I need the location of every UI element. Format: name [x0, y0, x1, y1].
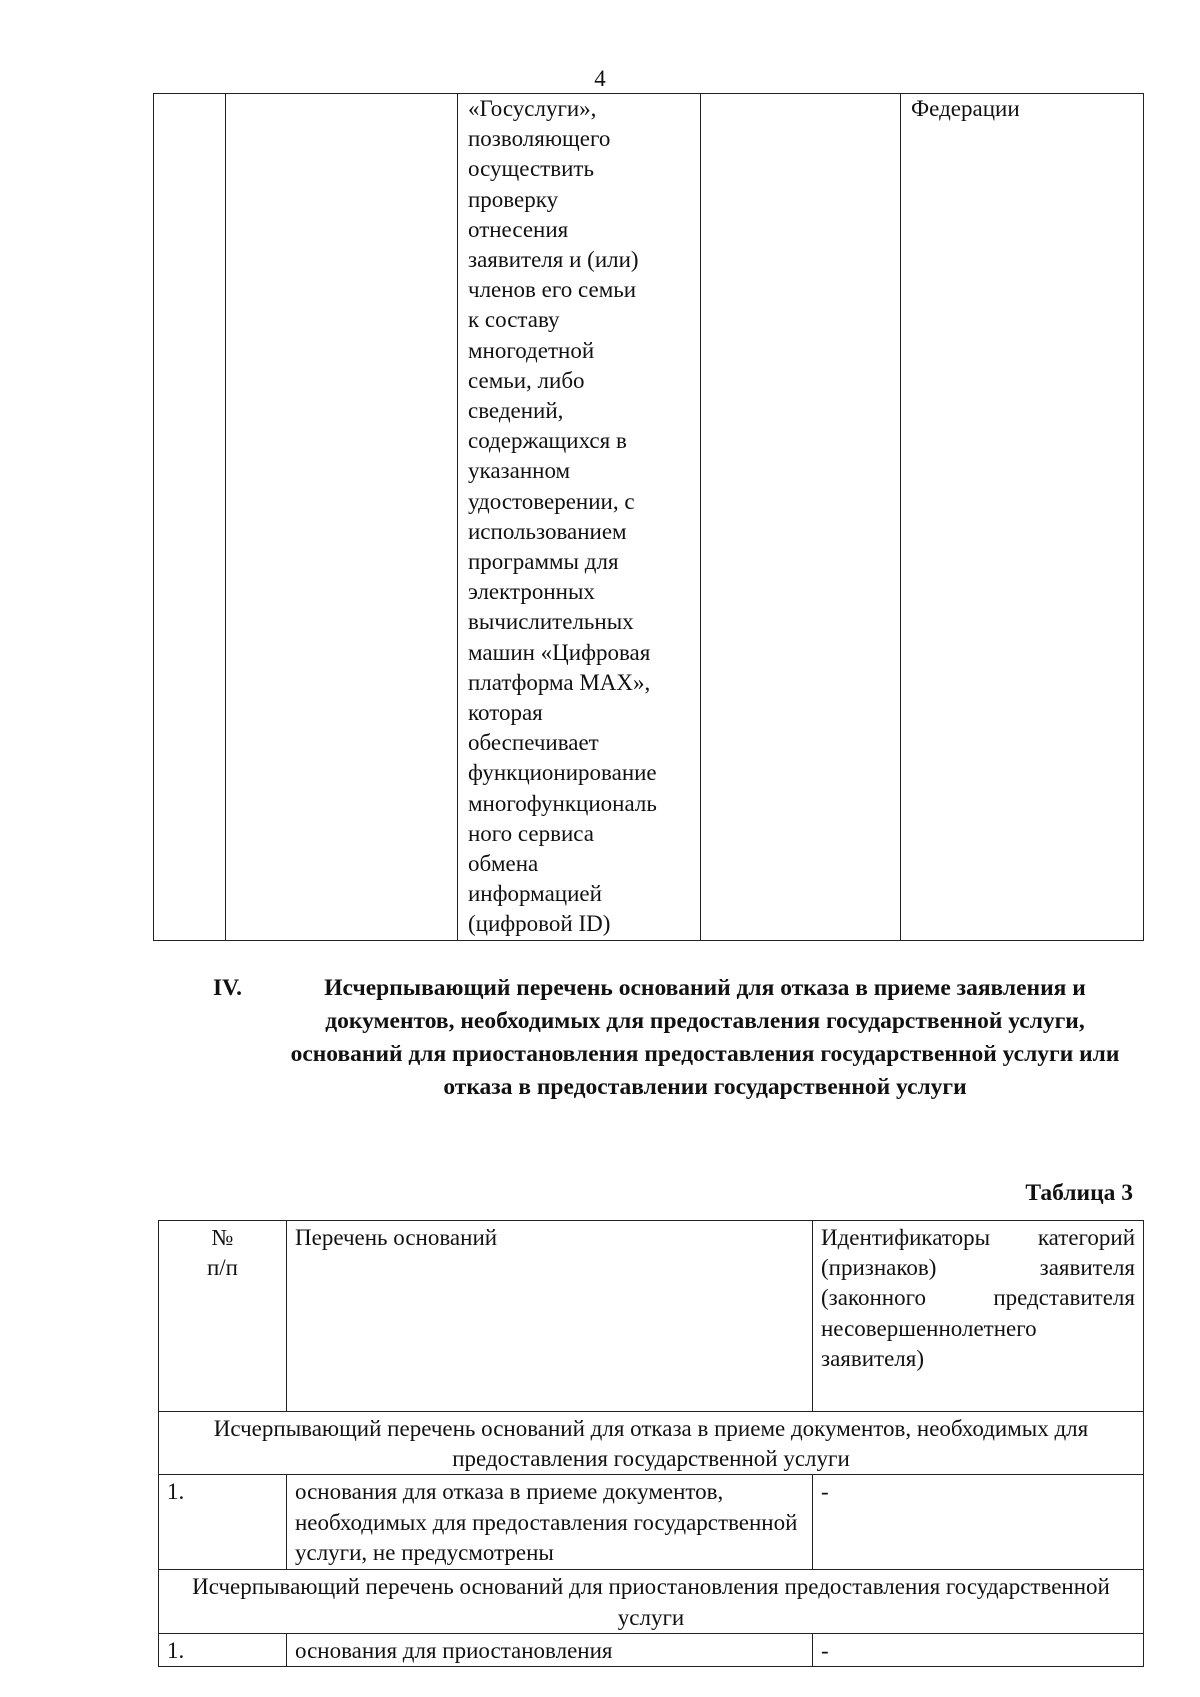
group-title-refusal-acceptance: Исчерпывающий перечень оснований для отказа в приеме документов, необходимых для предоставления государственной услуги [159, 1412, 1144, 1475]
table-row [159, 1633, 1144, 1666]
header-reasons: Перечень оснований [287, 1221, 813, 1412]
row-reason: основания для приостановления [287, 1633, 813, 1666]
row-identifier: - [813, 1475, 1144, 1570]
group-title-suspension: Исчерпывающий перечень оснований для приостановления предоставления государственной услуги [159, 1570, 1144, 1633]
table-group-row [159, 1570, 1144, 1633]
table-cell-empty [154, 94, 226, 941]
table-caption: Таблица 3 [1025, 1180, 1133, 1206]
header-number-line1: № [211, 1225, 234, 1250]
row-number: 1. [159, 1475, 287, 1570]
page-number: 4 [594, 66, 606, 91]
table-cell-authority: Федерации [901, 94, 1144, 941]
header-number-line2: п/п [206, 1255, 238, 1281]
row-reason: основания для отказа в приеме документов, необходимых для предоставления государственной услуги, не предусмотрены [287, 1475, 813, 1570]
row-identifier: - [813, 1633, 1144, 1666]
table-header-row [159, 1221, 1144, 1412]
section-number: IV. [213, 975, 242, 1001]
table-cell-empty [226, 94, 458, 941]
section-title: Исчерпывающий перечень оснований для отказа в приеме заявления и документов, необходимых для предоставления государственной услуги, оснований для приостановления предоставления государственной услуги или отказа в предоставлении государственной услуги [290, 975, 1120, 1100]
header-number [159, 1221, 287, 1412]
header-identifiers: Идентификаторы категорий (признаков) заявителя (законного представителя несовершеннолетнего заявителя) [813, 1221, 1144, 1412]
grounds-table [158, 1220, 1144, 1667]
table-cell-empty [701, 94, 901, 941]
table-row [159, 1475, 1144, 1570]
continuation-table [153, 93, 1144, 941]
row-number: 1. [159, 1633, 287, 1666]
table-cell-description: «Госуслуги», позволяющего осуществить проверку отнесения заявителя и (или) членов его семьи к составу многодетной семьи, либо сведений, содержащихся в указанном удостоверении, с использованием программы для электронных вычислительных машин «Цифровая платформа MAX», которая обеспечивает функционирование многофункциональ ного сервиса обмена информацией (цифровой ID) [458, 94, 701, 941]
table-row [154, 94, 1144, 941]
table-group-row [159, 1412, 1144, 1475]
